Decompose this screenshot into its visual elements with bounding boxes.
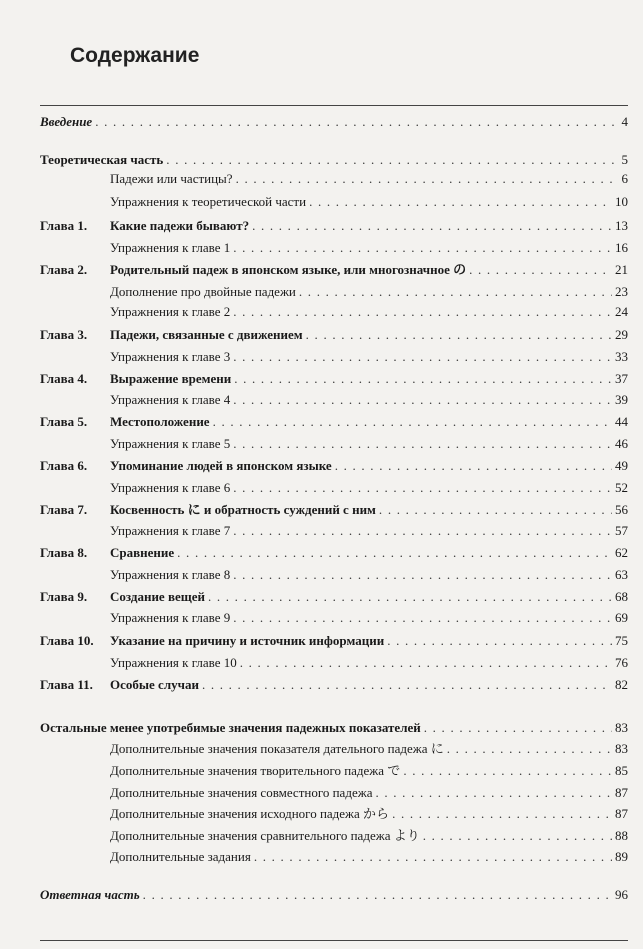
dot-leader: [233, 610, 612, 626]
page-number: 23: [615, 284, 628, 299]
toc-subentry: [40, 280, 628, 300]
entry-title: Упражнения к теоретической части: [110, 194, 307, 209]
page-number: 76: [615, 655, 628, 670]
page-number: 44: [615, 414, 628, 429]
toc-entry-label: [40, 828, 420, 844]
toc-subentry: [40, 167, 628, 187]
page-number: 56: [615, 502, 628, 517]
dot-leader: [202, 677, 612, 693]
toc-entry-label: [40, 218, 249, 234]
dot-leader: [166, 152, 618, 168]
dot-leader: [143, 887, 612, 903]
toc-entry: [40, 214, 628, 234]
toc-subentry: [40, 190, 628, 210]
entry-title: Упражнения к главе 7: [110, 523, 231, 538]
toc-subentry: [40, 759, 628, 779]
toc-entry: [40, 367, 628, 387]
entry-title: Дополнительные значения сравнительного падежа より: [110, 828, 420, 843]
toc-entry-label: [40, 304, 230, 320]
page-number: 69: [615, 610, 628, 625]
entry-title: Теоретическая часть: [40, 152, 164, 167]
page-number: 49: [615, 458, 628, 473]
toc-entry-label: [40, 436, 230, 452]
toc-entry: [40, 410, 628, 430]
toc-entry-label: [40, 262, 466, 278]
chapter-number: Глава 1.: [40, 218, 88, 233]
chapter-number: Глава 5.: [40, 414, 88, 429]
toc-entry-label: [40, 655, 237, 671]
dot-leader: [177, 545, 612, 561]
dot-leader: [240, 655, 612, 671]
dot-leader: [469, 262, 612, 278]
entry-title: Упражнения к главе 10: [110, 655, 237, 670]
toc-subentry: [40, 476, 628, 496]
dot-leader: [233, 523, 612, 539]
toc-entry: [40, 629, 628, 649]
toc-entry-label: [40, 458, 332, 474]
page-number: 83: [615, 720, 628, 735]
toc-entry-label: [40, 327, 303, 343]
dot-leader: [375, 785, 612, 801]
page-number: 4: [621, 114, 628, 129]
page-number: 68: [615, 589, 628, 604]
dot-leader: [233, 480, 612, 496]
entry-title: Сравнение: [110, 545, 175, 560]
entry-title: Упражнения к главе 5: [110, 436, 231, 451]
page-number: 87: [615, 806, 628, 821]
page-title: Содержание: [70, 44, 200, 67]
toc-entry-label: [40, 152, 163, 168]
page-number: 37: [615, 371, 628, 386]
dot-leader: [392, 806, 612, 822]
entry-title: Особые случаи: [110, 677, 199, 692]
toc-subentry: [40, 388, 628, 408]
dot-leader: [213, 414, 612, 430]
page-number: 75: [615, 633, 628, 648]
dot-leader: [233, 392, 612, 408]
page-number: 89: [615, 849, 628, 864]
toc-entry-label: [40, 240, 230, 256]
entry-title: Упражнения к главе 2: [110, 304, 231, 319]
toc-subentry: [40, 802, 628, 822]
dot-leader: [233, 304, 612, 320]
toc-entry: [40, 148, 628, 168]
toc-entry: [40, 883, 628, 903]
dot-leader: [233, 349, 612, 365]
entry-title: Дополнительные значения совместного падежа: [110, 785, 373, 800]
toc-entry: [40, 323, 628, 343]
toc-entry-label: [40, 194, 306, 210]
dot-leader: [379, 502, 612, 518]
toc-entry: [40, 585, 628, 605]
toc-entry-label: [40, 349, 230, 365]
toc-entry: [40, 454, 628, 474]
chapter-number: Глава 3.: [40, 327, 88, 342]
toc-subentry: [40, 236, 628, 256]
toc-entry-label: [40, 545, 174, 561]
toc-entry: [40, 673, 628, 693]
entry-title: Упражнения к главе 3: [110, 349, 231, 364]
toc-entry-label: [40, 806, 389, 822]
dot-leader: [208, 589, 612, 605]
page-number: 62: [615, 545, 628, 560]
entry-title: Косвенность に и обратность суждений с ним: [110, 502, 376, 517]
page-number: 63: [615, 567, 628, 582]
page-number: 5: [621, 152, 628, 167]
page-number: 21: [615, 262, 628, 277]
entry-title: Упражнения к главе 4: [110, 392, 231, 407]
dot-leader: [403, 763, 612, 779]
dot-leader: [335, 458, 612, 474]
entry-title: Падежи, связанные с движением: [110, 327, 303, 342]
dot-leader: [252, 218, 612, 234]
entry-title: Указание на причину и источник информации: [110, 633, 385, 648]
dot-leader: [447, 741, 612, 757]
page-number: 33: [615, 349, 628, 364]
toc-entry-label: [40, 284, 296, 300]
dot-leader: [234, 371, 612, 387]
page-number: 29: [615, 327, 628, 342]
page-number: 83: [615, 741, 628, 756]
entry-title: Падежи или частицы?: [110, 171, 233, 186]
page-number: 85: [615, 763, 628, 778]
entry-title: Местоположение: [110, 414, 210, 429]
page-number: 16: [615, 240, 628, 255]
page-number: 6: [621, 171, 628, 186]
toc-entry-label: [40, 887, 140, 903]
toc-subentry: [40, 824, 628, 844]
toc-entry-label: [40, 741, 444, 757]
toc-entry-label: [40, 414, 210, 430]
entry-title: Родительный падеж в японском языке, или многозначное の: [110, 262, 467, 277]
chapter-number: Глава 7.: [40, 502, 88, 517]
dot-leader: [424, 720, 612, 736]
dot-leader: [236, 171, 619, 187]
dot-leader: [233, 240, 612, 256]
chapter-number: Глава 11.: [40, 677, 93, 692]
bottom-rule: [40, 940, 628, 941]
page-number: 82: [615, 677, 628, 692]
toc-subentry: [40, 845, 628, 865]
toc-entry-label: [40, 633, 384, 649]
toc-entry-label: [40, 371, 231, 387]
dot-leader: [387, 633, 612, 649]
chapter-number: Глава 2.: [40, 262, 88, 277]
toc-entry-label: [40, 589, 205, 605]
toc-entry-label: [40, 677, 199, 693]
chapter-number: Глава 6.: [40, 458, 88, 473]
entry-title: Упражнения к главе 9: [110, 610, 231, 625]
entry-title: Дополнительные значения творительного падежа で: [110, 763, 401, 778]
entry-title: Упоминание людей в японском языке: [110, 458, 332, 473]
page-number: 87: [615, 785, 628, 800]
toc-entry: [40, 541, 628, 561]
entry-title: Введение: [40, 114, 93, 129]
dot-leader: [254, 849, 612, 865]
toc-entry-label: [40, 849, 251, 865]
entry-title: Выражение времени: [110, 371, 232, 386]
toc-subentry: [40, 519, 628, 539]
toc-entry-label: [40, 392, 230, 408]
page-number: 10: [615, 194, 628, 209]
toc-subentry: [40, 432, 628, 452]
dot-leader: [95, 114, 618, 130]
dot-leader: [299, 284, 612, 300]
toc-entry-label: [40, 523, 230, 539]
toc-entry-label: [40, 785, 372, 801]
page-number: 24: [615, 304, 628, 319]
entry-title: Ответная часть: [40, 887, 140, 902]
page-number: 39: [615, 392, 628, 407]
toc-entry: [40, 258, 628, 278]
entry-title: Дополнительные значения исходного падежа から: [110, 806, 390, 821]
entry-title: Создание вещей: [110, 589, 205, 604]
page-number: 13: [615, 218, 628, 233]
chapter-number: Глава 10.: [40, 633, 94, 648]
entry-title: Какие падежи бывают?: [110, 218, 250, 233]
entry-title: Дополнение про двойные падежи: [110, 284, 296, 299]
page-number: 88: [615, 828, 628, 843]
toc-subentry: [40, 606, 628, 626]
chapter-number: Глава 9.: [40, 589, 88, 604]
entry-title: Упражнения к главе 1: [110, 240, 231, 255]
dot-leader: [306, 327, 612, 343]
toc-entry-label: [40, 171, 233, 187]
dot-leader: [233, 567, 612, 583]
toc-entry-label: [40, 114, 92, 130]
chapter-number: Глава 4.: [40, 371, 88, 386]
toc-entry-label: [40, 610, 230, 626]
toc-entry-label: [40, 720, 421, 736]
entry-title: Упражнения к главе 6: [110, 480, 231, 495]
toc-subentry: [40, 781, 628, 801]
page-number: 96: [615, 887, 628, 902]
toc-entry: [40, 498, 628, 518]
entry-title: Дополнительные значения показателя дательного падежа に: [110, 741, 444, 756]
page-number: 57: [615, 523, 628, 538]
toc-entry: [40, 716, 628, 736]
chapter-number: Глава 8.: [40, 545, 88, 560]
toc-subentry: [40, 300, 628, 320]
toc-subentry: [40, 345, 628, 365]
toc-entry-label: [40, 763, 400, 779]
entry-title: Остальные менее употребимые значения падежных показателей: [40, 720, 421, 735]
toc-entry-label: [40, 502, 376, 518]
toc-entry: [40, 110, 628, 130]
dot-leader: [309, 194, 612, 210]
entry-title: Упражнения к главе 8: [110, 567, 231, 582]
dot-leader: [233, 436, 612, 452]
entry-title: Дополнительные задания: [110, 849, 251, 864]
dot-leader: [423, 828, 612, 844]
toc-entry-label: [40, 567, 230, 583]
page-number: 52: [615, 480, 628, 495]
page-number: 46: [615, 436, 628, 451]
toc-subentry: [40, 737, 628, 757]
toc-entry-label: [40, 480, 230, 496]
toc-subentry: [40, 563, 628, 583]
toc-subentry: [40, 651, 628, 671]
